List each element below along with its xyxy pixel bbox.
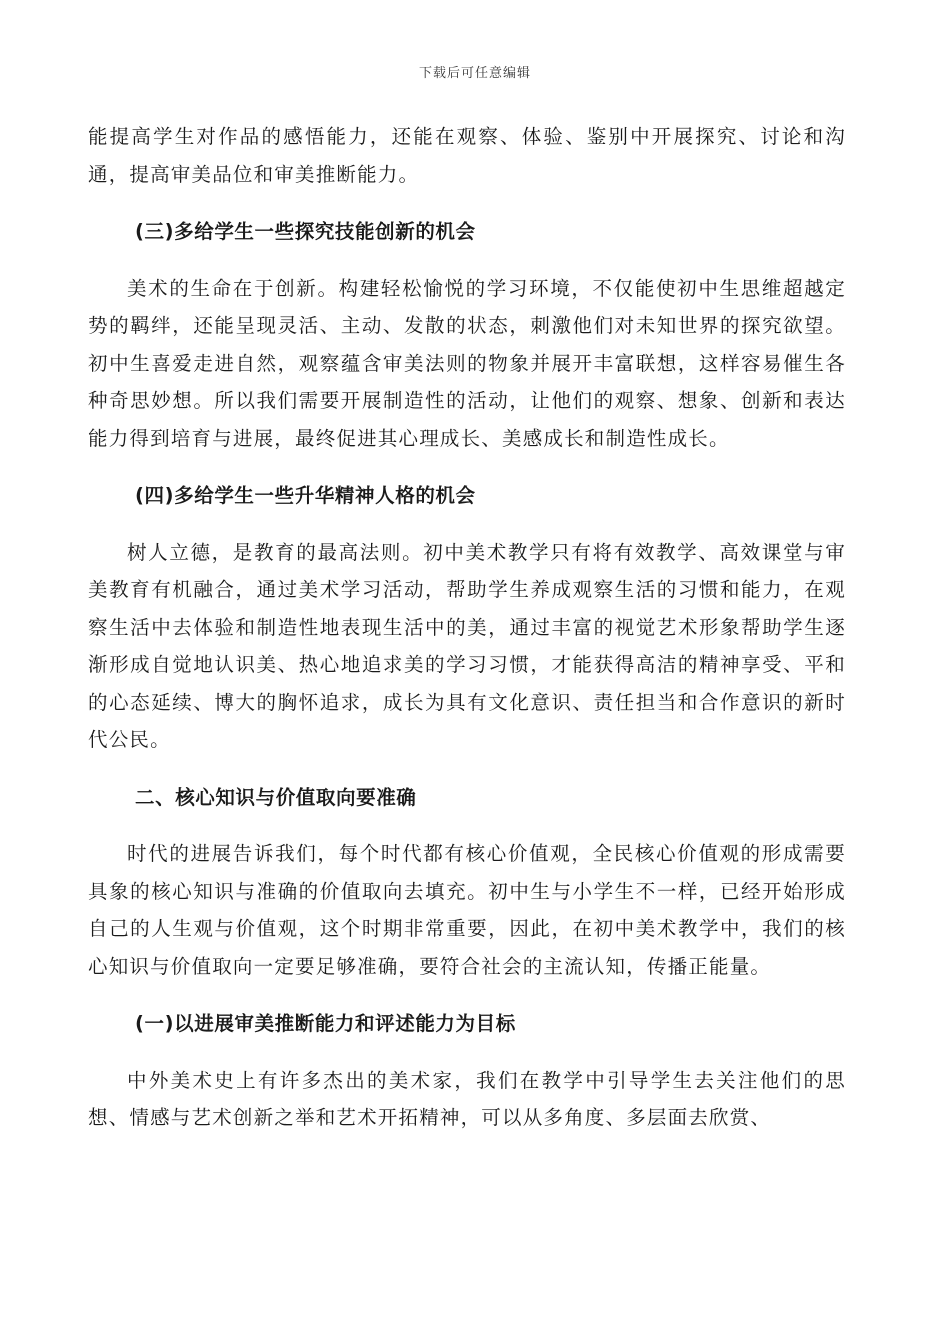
- paragraph-continuation: 能提高学生对作品的感悟能力，还能在观察、体验、鉴别中开展探究、讨论和沟通，提高审美品位和审美推断能力。: [88, 125, 846, 186]
- paragraph-innovation: 美术的生命在于创新。构建轻松愉悦的学习环境，不仅能使初中生思维超越定势的羁绊，还能呈现灵活、主动、发散的状态，刺激他们对未知世界的探究欲望。初中生喜爱走进自然，观察蕴含审美法则的物象并展开丰富联想，这样容易催生各种奇思妙想。所以我们需要开展制造性的活动，让他们的观察、想象、创新和表达能力得到培育与进展，最终促进其心理成长、美感成长和制造性成长。: [88, 276, 846, 450]
- paragraph-art-history: 中外美术史上有许多杰出的美术家，我们在教学中引导学生去关注他们的思想、情感与艺术创新之举和艺术开拓精神，可以从多角度、多层面去欣赏、: [88, 1068, 846, 1129]
- paragraph-moral-education: 树人立德，是教育的最高法则。初中美术教学只有将有效教学、高效课堂与审美教育有机融合，通过美术学习活动，帮助学生养成观察生活的习惯和能力，在观察生活中去体验和制造性地表现生活中的美，通过丰富的视觉艺术形象帮助学生逐渐形成自觉地认识美、热心地追求美的学习习惯，才能获得高洁的精神享受、平和的心态延续、博大的胸怀追求，成长为具有文化意识、责任担当和合作意识的新时代公民。: [88, 540, 846, 751]
- document-body: [88, 118, 846, 1137]
- page-header: 下载后可任意编辑: [418, 66, 531, 81]
- section-heading-4: (四)多给学生一些升华精神人格的机会: [135, 484, 476, 507]
- paragraph-core-values: 时代的进展告诉我们，每个时代都有核心价值观，全民核心价值观的形成需要具象的核心知识与准确的价值取向去填充。初中生与小学生不一样，已经开始形成自己的人生观与价值观，这个时期非常重要，因此，在初中美术教学中，我们的核心知识与价值取向一定要足够准确，要符合社会的主流认知，传播正能量。: [88, 842, 846, 978]
- section-heading-two: 二、核心知识与价值取向要准确: [135, 785, 417, 809]
- section-heading-3: (三)多给学生一些探究技能创新的机会: [135, 220, 476, 243]
- section-heading-1: (一)以进展审美推断能力和评述能力为目标: [135, 1012, 516, 1035]
